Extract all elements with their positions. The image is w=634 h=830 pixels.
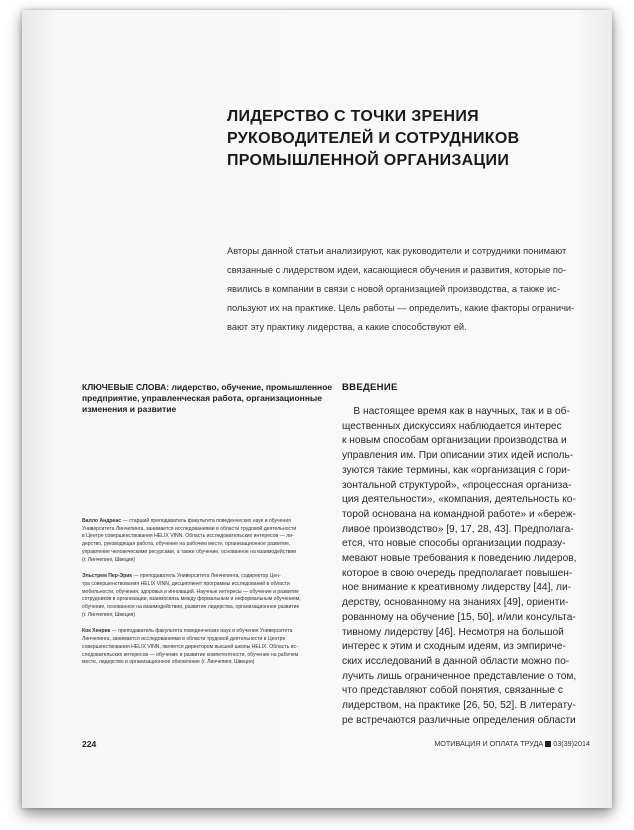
square-bullet-icon: [545, 741, 551, 747]
body-line: щественных дискуссиях наблюдается интерес: [342, 420, 562, 432]
body-line: управления им. При описании этих идей исполь-: [342, 450, 574, 462]
abstract-line: явились в компании в связи с новой организацией производства, а также ис-: [227, 284, 560, 294]
author-bio-line: месте, лидерство и организационное обновление (г. Линчепинг, Швеция): [82, 659, 255, 666]
author-bio-line: в Центре совершенствования HELIX VINN. Область исследовательских интересов — ли-: [82, 533, 294, 540]
article-title: [227, 106, 587, 172]
article-abstract: [227, 242, 597, 337]
body-line: ских исследований в данной области можно по-: [342, 655, 570, 667]
keywords-block: [82, 382, 352, 415]
body-line: тивному лидерству [46]. Несмотря на большой: [342, 626, 564, 638]
abstract-line: вают эту практику лидерства, а какие способствуют ей.: [227, 322, 467, 332]
author-bio: [82, 573, 347, 619]
author-bio-line: следовательских интересов — обучение и развитие компетентности, обучение на рабочем: [82, 651, 299, 658]
body-line: рованному на обучение [15, 50], и/или консульта-: [342, 611, 576, 623]
author-bio-line: (г. Линчепинг, Швеция): [82, 556, 136, 563]
journal-footer: [434, 739, 590, 748]
body-line: что представляют собой понятия, связанные с: [342, 685, 563, 697]
keywords-line: изменения и развитие: [82, 404, 177, 414]
body-line: ливое производство» [9, 17, 28, 43]. Предполага-: [342, 523, 574, 535]
keywords-line: КЛЮЧЕВЫЕ СЛОВА: лидерство, обучение, промышленное: [82, 382, 333, 392]
body-line: дерству, основанному на знаниях [49], ориенти-: [342, 597, 569, 609]
body-line: зуются такие термины, как «организация с гори-: [342, 464, 571, 476]
body-line: которое в свою очередь предполагает повышен-: [342, 567, 573, 579]
page-number: 224: [82, 739, 97, 749]
abstract-line: связанные с лидерством идеи, касающиеся обучения и развития, которые по-: [227, 265, 567, 275]
author-bio-line: управление человеческими ресурсами, а также обучение, основанное на взаимодействии: [82, 548, 297, 555]
abstract-line: Авторы данной статьи анализируют, как руководители и сотрудники понимают: [227, 246, 567, 256]
author-bio-line: — старший преподаватель факультета поведенческих наук и обучения: [121, 518, 291, 524]
body-line: лучить лишь ограниченное представление о том,: [342, 670, 577, 682]
author-bio-line: тра совершенствования HELIX VINN, дисциплинет программы исследований в области: [82, 580, 290, 587]
author-name: Кок Хенрик: [82, 628, 111, 635]
body-line: ция деятельности», «компания, деятельность ко-: [342, 494, 576, 506]
body-line: зонтальной структурой», «процессная организа-: [342, 479, 572, 491]
author-name: Валло Андреас: [82, 518, 122, 524]
author-bio-line: мобильности, обучения, здоровья и инноваций. Научные интересы — обучение и развитие: [82, 588, 299, 595]
body-line: ное внимание к креативному лидерству [44], ли-: [342, 582, 572, 594]
abstract-line: пользуют их на практике. Цель работы — определить, какие факторы ограничи-: [227, 303, 575, 313]
magazine-page: [22, 10, 612, 808]
author-bio-line: Университета Линчепинга, занимается исследованиями в области трудовой деятельности: [82, 525, 297, 532]
author-bio: [82, 628, 347, 667]
keywords-line: предприятие, управленческая работа, организационные: [82, 393, 322, 403]
body-line: ется, что новые способы организации подразу-: [342, 538, 566, 550]
title-line: ПРОМЫШЛЕННОЙ ОРГАНИЗАЦИИ: [227, 152, 510, 169]
body-line: ре встречаются различные определения области: [342, 714, 576, 726]
author-bio-line: обучение, основанное на взаимодействии, развитие лидерства, организационное развитие: [82, 604, 300, 611]
body-text: [342, 405, 592, 728]
author-bio-line: — преподаватель Университета Линчепинга, содиректор Цен-: [131, 573, 281, 580]
author-bio-line: — преподаватель факультета поведенческих наук и обучения Университета: [110, 628, 293, 635]
body-line: В настоящее время как в научных, так и в об-: [342, 406, 570, 417]
author-bios: [82, 518, 347, 676]
body-line: лидерством, на практике [26, 50, 52]. В литерату-: [342, 700, 576, 712]
author-bio-line: сотрудников в организации, взаимосвязь между формальным и неформальным обучением,: [82, 596, 301, 603]
journal-name: МОТИВАЦИЯ И ОПЛАТА ТРУДА: [434, 739, 544, 748]
author-bio-line: (г. Линчепинг, Швеция): [82, 611, 136, 618]
body-line: к новым способам организации производства и: [342, 435, 567, 447]
author-name: Эльстрем Пер-Эрик: [82, 573, 132, 580]
section-heading: ВВЕДЕНИЕ: [342, 382, 398, 393]
author-bio: [82, 518, 347, 564]
author-bio-line: Линчепинга, занимается исследованиями в области трудовой деятельности в Центре: [82, 636, 286, 643]
author-bio-line: дерство, руководящая работа, обучение на рабочем месте, организационное развитие,: [82, 541, 291, 548]
author-bio-line: совершенствования HELIX VINN, является директором высшей школы HELIX. Область ис-: [82, 643, 298, 650]
body-line: интерес к этим и сходным идеям, из эмпириче-: [342, 641, 566, 653]
title-line: РУКОВОДИТЕЛЕЙ И СОТРУДНИКОВ: [227, 130, 520, 147]
body-line: мевают новые требования к поведению лидеров,: [342, 553, 577, 565]
journal-issue: 03(39)2014: [553, 739, 590, 748]
body-line: торой основана на командной работе» и «береж-: [342, 508, 576, 520]
title-line: ЛИДЕРСТВО С ТОЧКИ ЗРЕНИЯ: [227, 108, 479, 125]
